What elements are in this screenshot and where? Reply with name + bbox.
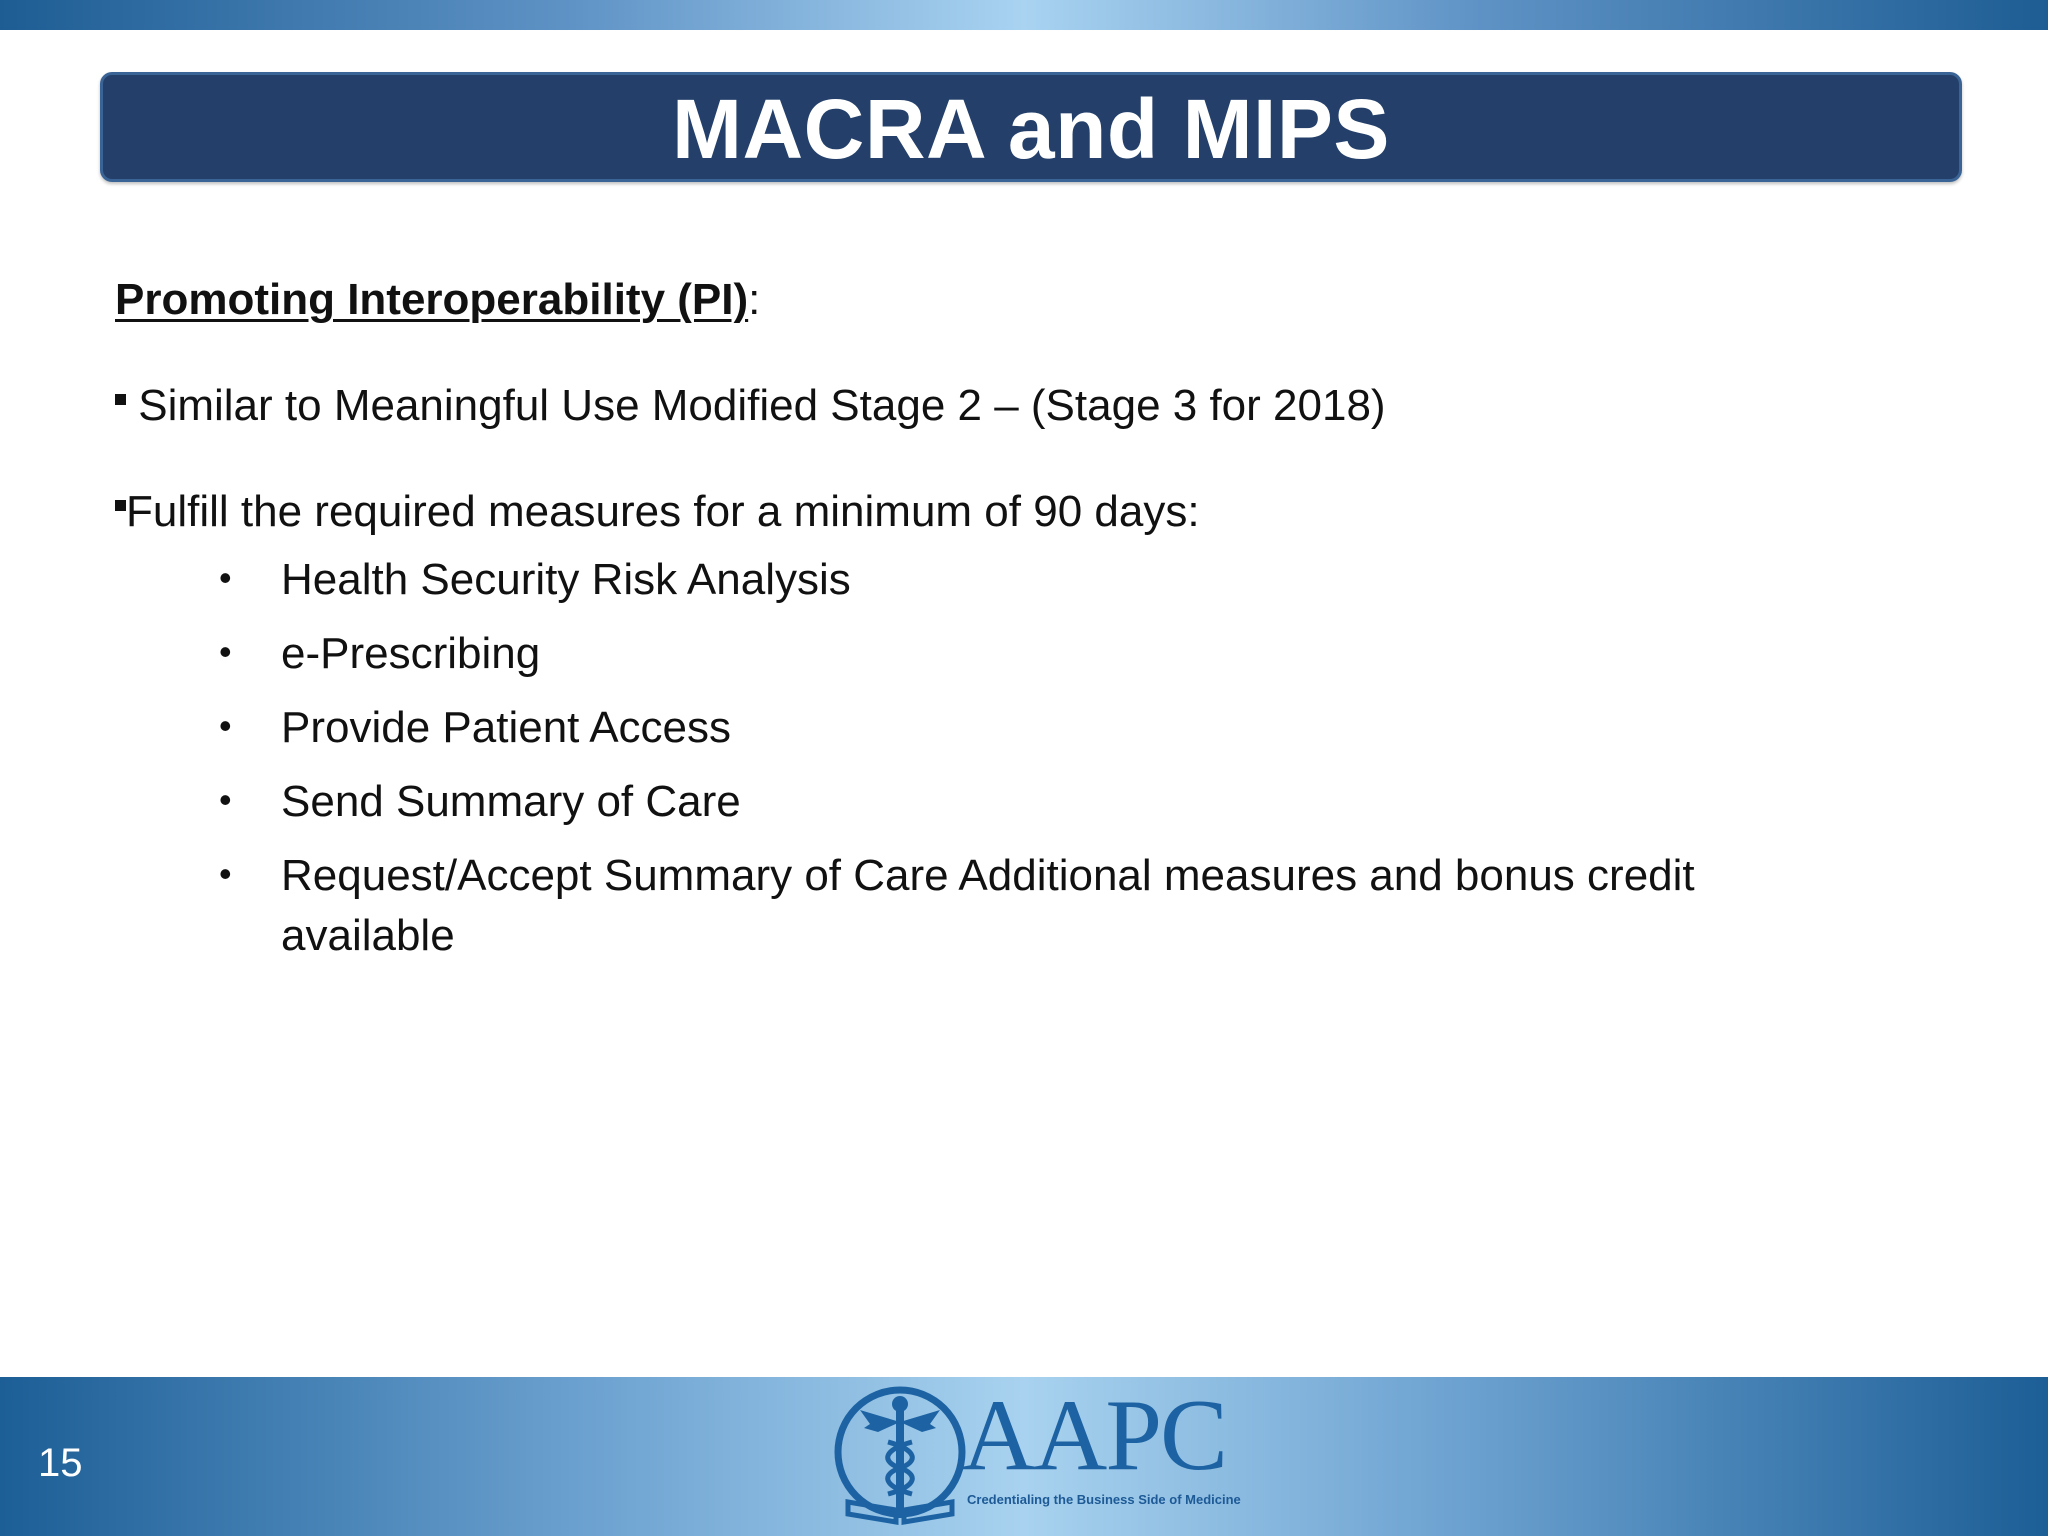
title-banner xyxy=(100,72,1962,182)
caduceus-book-icon xyxy=(830,1384,970,1532)
slide-content xyxy=(115,270,1815,980)
bullet-dot-icon: • xyxy=(219,705,232,746)
square-bullet-icon xyxy=(115,500,126,511)
list-item xyxy=(115,772,1815,832)
section-heading-text: Promoting Interoperability (PI) xyxy=(115,275,749,324)
list-item xyxy=(115,550,1815,610)
list-item-text: Send Summary of Care xyxy=(281,777,741,826)
bullet-dot-icon: • xyxy=(219,779,232,820)
bullet-item xyxy=(115,482,1815,542)
list-item-text: Provide Patient Access xyxy=(281,703,732,752)
page-number: 15 xyxy=(38,1441,83,1485)
list-item-text: Request/Accept Summary of Care Additional measures and bonus credit available xyxy=(281,851,1695,960)
bullet-dot-icon: • xyxy=(219,557,232,598)
square-bullet-icon xyxy=(115,394,126,405)
list-item-text: Health Security Risk Analysis xyxy=(281,555,851,604)
section-heading-colon: : xyxy=(748,275,761,324)
logo-tagline: Credentialing the Business Side of Medicine xyxy=(967,1492,1241,1507)
measures-list xyxy=(115,550,1815,966)
list-item xyxy=(115,624,1815,684)
list-item xyxy=(115,846,1815,966)
logo-wordmark: AAPC xyxy=(962,1379,1227,1492)
bullet-dot-icon: • xyxy=(219,853,232,894)
bullet-dot-icon: • xyxy=(219,631,232,672)
list-item xyxy=(115,698,1815,758)
bullet-text: Similar to Meaningful Use Modified Stage 2 – (Stage 3 for 2018) xyxy=(126,381,1386,430)
top-decorative-band xyxy=(0,0,2048,30)
bullet-text: Fulfill the required measures for a minimum of 90 days: xyxy=(126,487,1200,536)
bullet-item xyxy=(115,376,1815,436)
aapc-logo xyxy=(830,1379,1241,1532)
section-heading xyxy=(115,270,1815,330)
slide-title: MACRA and MIPS xyxy=(672,81,1390,176)
list-item-text: e-Prescribing xyxy=(281,629,541,678)
